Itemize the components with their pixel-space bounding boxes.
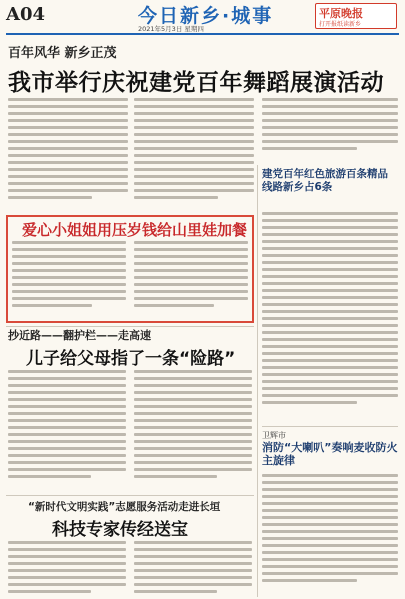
second-body-col-1 <box>8 370 126 482</box>
right-kicker: 卫辉市 <box>262 431 286 440</box>
third-kicker: “新时代文明实践”志愿服务活动走进长垣 <box>28 501 221 513</box>
lead-body-col-2 <box>134 98 254 203</box>
dateline: 2021年5月3日 星期四 <box>138 25 204 33</box>
second-kicker: 抄近路——翻护栏——走高速 <box>8 329 151 342</box>
right-body <box>262 474 398 586</box>
boxed-body-col-2 <box>134 241 248 311</box>
section-title: 今日新乡·城事 <box>138 5 274 27</box>
third-divider <box>6 495 254 496</box>
right-divider <box>262 426 398 427</box>
right-headline: 消防“大喇叭”奏响麦收防火主旋律 <box>262 441 398 467</box>
lead-body-col-3 <box>262 98 398 154</box>
column-divider <box>257 165 258 597</box>
second-headline: 儿子给父母指了一条“险路” <box>26 349 236 369</box>
lead-kicker: 百年风华 新乡正茂 <box>8 46 117 61</box>
boxed-story-headline: 爱心小姐姐用压岁钱给山里娃加餐 <box>22 221 248 239</box>
page-number: A04 <box>6 4 46 25</box>
third-body-col-1 <box>8 541 126 597</box>
header-rule <box>6 33 399 35</box>
sidebar-body <box>262 212 398 408</box>
logo-slogan: 打开报纸读新乡 <box>319 21 362 28</box>
sidebar-title: 建党百年红色旅游百条精品线路新乡占6条 <box>262 168 388 193</box>
lead-headline: 我市举行庆祝建党百年舞蹈展演活动 <box>8 70 384 96</box>
boxed-body-col-1 <box>12 241 126 311</box>
third-headline: 科技专家传经送宝 <box>52 520 188 540</box>
third-body-col-2 <box>134 541 252 597</box>
logo-name: 平原晚报 <box>319 7 363 20</box>
second-body-col-2 <box>134 370 252 482</box>
lead-body-col-1 <box>8 98 128 203</box>
page-header <box>0 0 405 34</box>
newspaper-logo <box>315 3 397 29</box>
